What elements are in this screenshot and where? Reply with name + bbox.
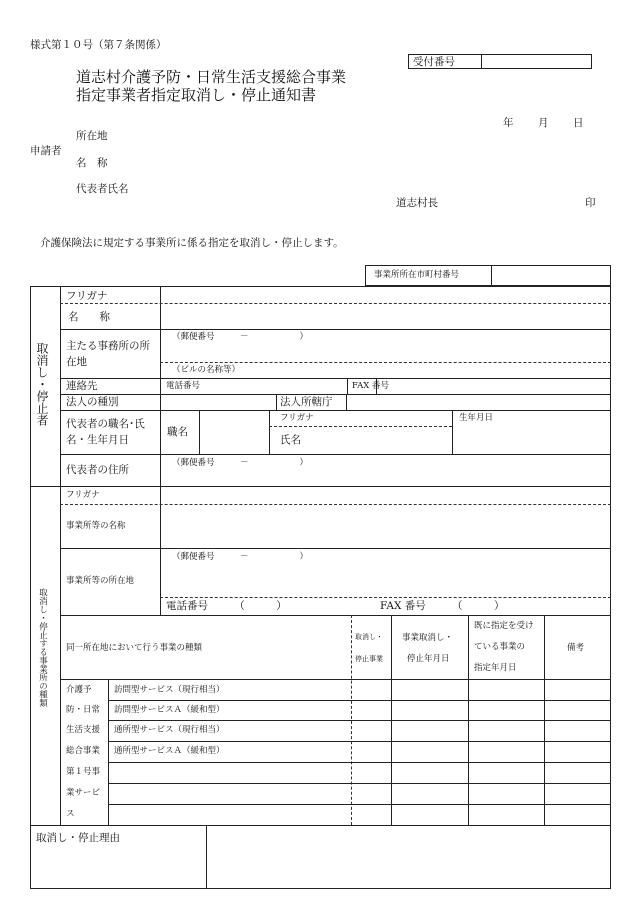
facility-name-label: 事業所等の名称 [66,521,126,531]
reason-label: 取消し・停止理由 [36,832,120,844]
main-table [30,286,611,889]
operator-name-label: 名 称 [68,311,110,323]
date-year: 年 [503,117,514,129]
corp-authority-label: 法人所轄庁 [280,396,333,408]
date-day: 日 [573,117,584,129]
col-date-line-2: 停止年月日 [407,654,450,664]
municipality-number-label: 事業所所在市町村番号 [374,270,460,280]
rep-name-label: 氏名 [280,434,301,446]
category-line: ス [66,809,75,819]
main-office-address-label: 主たる事務所の所在地 [66,340,150,368]
col-cancel-line-1: 取消し・ [355,633,383,641]
facility-postal[interactable]: （郵便番号 － ） [172,552,309,562]
form-number: 様式第１０号（第７条関係） [30,39,167,51]
col-date-line-1: 事業取消し・ [402,633,454,643]
col-existing-line-2: ている事業の [474,642,526,652]
contact-label: 連絡先 [66,380,98,392]
service-row: 訪問型サービス（現行相当） [114,685,225,695]
rep-dob-label: 生年月日 [459,413,494,423]
category-line: 生活支援 [66,725,101,735]
facility-phone-label: 電話番号 （ ） [166,600,287,612]
category-line: 防・日常 [66,705,101,715]
seal-mark: 印 [585,197,596,209]
body-text: 介護保険法に規定する事業所に係る指定を取消し・停止します。 [40,237,344,249]
rep-furigana-label: フリガナ [280,413,314,423]
rep-address-label: 代表者の住所 [66,464,129,476]
facility-side-label: 取消し・停止する事業所の種類 [37,588,48,707]
rep-title-label: 職名 [167,426,188,438]
applicant-address-label: 所在地 [76,130,108,142]
operator-side-label: 取消し・停止者 [35,342,49,426]
applicant-label: 申請者 [30,145,62,157]
issuer-mayor: 道志村長 [396,197,438,209]
rep-postal[interactable]: （郵便番号 － ） [172,458,309,468]
receipt-label: 受付番号 [413,56,455,68]
col-existing-line-3: 指定年月日 [474,663,517,673]
col-cancel-line-2: 停止事業 [355,655,383,663]
category-line: 業サービ [66,788,101,798]
service-types-header: 同一所在地において行う事業の種類 [66,643,203,653]
operator-fax-label: FAX 番号 [352,381,390,391]
service-row: 通所型サービス（現行相当） [114,725,225,735]
operator-phone-label: 電話番号 [166,381,201,391]
service-row: 通所型サービスＡ（緩和型） [114,746,225,756]
corp-type-label: 法人の種別 [66,396,119,408]
facility-address-label: 事業所等の所在地 [66,576,135,586]
rep-title-name-dob-label: 代表者の職名･氏名・生年月日 [66,418,145,446]
facility-furigana-label: フリガナ [66,490,100,500]
operator-postal[interactable]: （郵便番号 － ） [172,332,309,342]
service-row: 訪問型サービスＡ（緩和型） [114,705,225,715]
date-month: 月 [538,117,549,129]
operator-furigana-label: フリガナ [66,290,108,302]
applicant-rep-label: 代表者氏名 [76,183,129,195]
facility-fax-label: FAX 番号 （ ） [380,600,505,612]
category-line: 総合事業 [66,746,101,756]
category-line: 第１号事 [66,767,101,777]
category-line: 介護予 [66,685,92,695]
title-line-2: 指定事業者指定取消し・停止通知書 [76,86,317,104]
operator-building[interactable]: （ビルの名称等） [172,365,241,375]
col-existing-line-1: 既に指定を受け [474,621,534,631]
applicant-name-label: 名 称 [76,157,108,169]
col-remarks: 備考 [567,643,585,653]
title-line-1: 道志村介護予防・日常生活支援総合事業 [76,68,347,86]
